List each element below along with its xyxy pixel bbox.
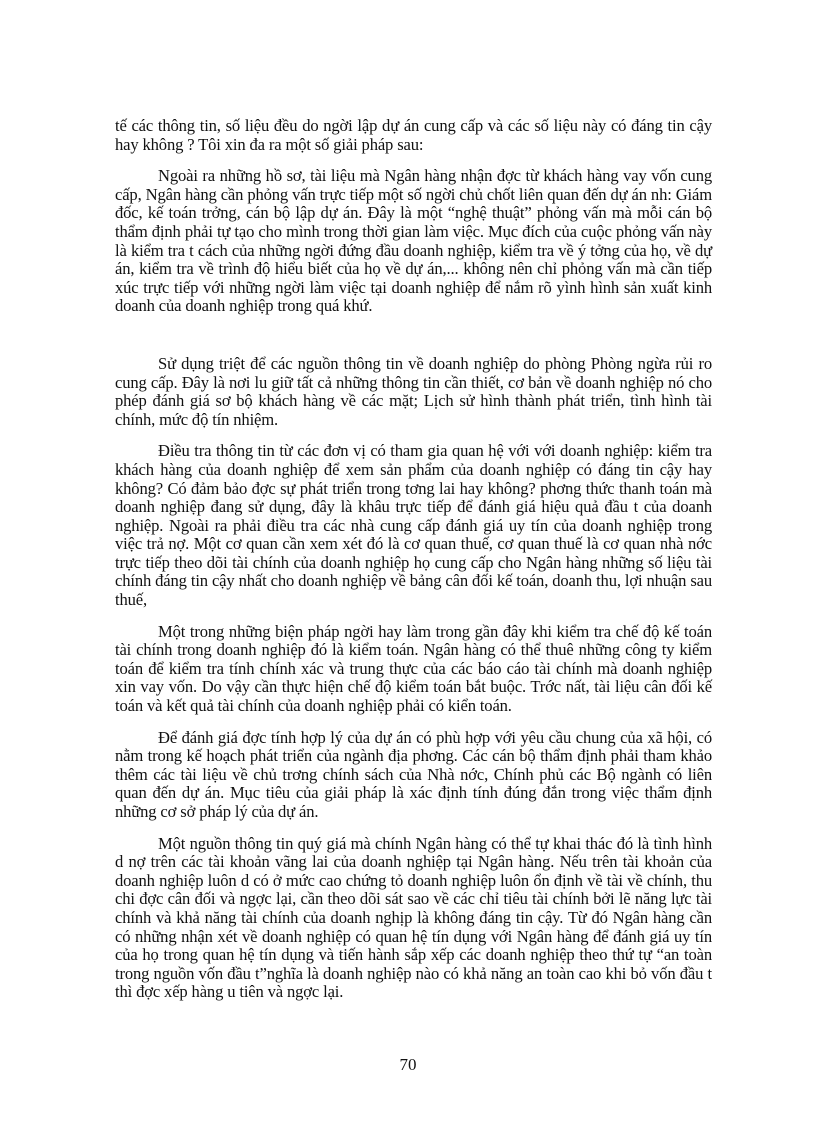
- paragraph-audit: Một trong những biện pháp ngời hay làm trong gần đây khi kiểm tra chế độ kế toán tài chính trong doanh nghiệp đó là kiểm toán. Ngân hàng có thể thuê những công ty kiểm toán để kiểm tra tính chính xác và trung thực của các báo cáo tài chính mà doanh nghiệp xin vay vốn. Do vậy cần thực hiện chế độ kiểm toán bắt buộc. Trớc nất, tài liệu cân đối kế toán và kết quả tài chính của doanh nghiệp phải có kiển toán.: [115, 621, 712, 716]
- paragraph-investigation: Điều tra thông tin từ các đơn vị có tham gia quan hệ với với doanh nghiệp: kiểm tra khách hàng của doanh nghiệp để xem sản phẩm của doanh nghiệp có đáng tin cậy hay không? Có đảm bảo đợc sự phát triển trong tơng lai hay không? phơng thức thanh toán mà doanh nghiệp đang sử dụng, đây là khâu trực tiếp để đánh giá hiệu quả đầu t của doanh nghiệp. Ngoài ra phải điều tra các nhà cung cấp đánh giá uy tín của doanh nghiệp trong việc trả nợ. Một cơ quan cần xem xét đó là cơ quan thuế, cơ quan thuế là cơ quan nhà nớc trực tiếp theo dõi tài chính của doanh nghiệp họ cung cấp cho Ngân hàng những số liệu tài chính đáng tin cậy nhất cho doanh nghiệp về bảng cân đối kế toán, doanh thu, lợi nhuận sau thuế,: [115, 441, 712, 610]
- paragraph-risk-info: Sử dụng triệt để các nguồn thông tin về doanh nghiệp do phòng Phòng ngừa rủi ro cung cấp. Đây là nơi lu giữ tất cả những thông tin cần thiết, cơ bản về doanh nghiệp nó cho phép đánh giá sơ bộ khách hàng về các mặt; Lịch sử hình thành phát triển, tình hình tài chính, mức độ tín nhiệm.: [115, 353, 712, 429]
- paragraph-intro: tế các thông tin, số liệu đều do ngời lập dự án cung cấp và các số liệu này có đáng tin cậy hay không ? Tôi xin đa ra một số giải pháp sau:: [115, 116, 712, 154]
- paragraph-interview: Ngoài ra những hồ sơ, tài liệu mà Ngân hàng nhận đợc từ khách hàng vay vốn cung cấp, Ngân hàng cần phỏng vấn trực tiếp một số ngời chủ chốt liên quan đến dự án nh: Giám đốc, kế toán trởng, cán bộ lập dự án. Đây là một “nghệ thuật” phỏng vấn mà mỗi cán bộ thẩm định phải tự tạo cho mình trong thời gian làm việc. Mục đích của cuộc phỏng vấn này là kiểm tra t cách của những ngời đứng đầu doanh nghiệp, kiểm tra về ý tởng của họ, về dự án, kiểm tra về trình độ hiểu biết của họ về dự án,... không nên chỉ phỏng vấn mà cần tiếp xúc trực tiếp với những ngời làm việc tại doanh nghiệp để nắm rõ yình hình sản xuất kinh doanh của doanh nghiệp trong quá khứ.: [115, 166, 712, 316]
- document-page: [115, 117, 712, 1015]
- paragraph-legal-basis: Để đánh giá đợc tính hợp lý của dự án có phù hợp với yêu cầu chung của xã hội, có nằm trong kế hoạch phát triển của ngành địa phơng. Các cán bộ thẩm định phải tham khảo thêm các tài liệu về chủ trơng chính sách của Nhà nớc, Chính phủ các Bộ ngành có liên quan đến dự án. Mục tiêu của giải pháp là xác định tính đúng đắn trong việc thẩm định những cơ sở pháp lý của dự án.: [115, 727, 712, 821]
- section-gap: [115, 329, 712, 355]
- paragraph-account-info: Một nguồn thông tin quý giá mà chính Ngân hàng có thể tự khai thác đó là tình hình d nợ trên các tài khoản vãng lai của doanh nghiệp tại Ngân hàng. Nếu trên tài khoản của doanh nghiệp luôn d có ở mức cao chứng tỏ doanh nghiệp luôn ổn định về tài về chính, thu chi đợc cân đối và ngợc lại, cần theo dõi sát sao về các chỉ tiêu tài chính bởi lẽ năng lực tài chính và khả năng tài chính của doanh nghịp là không đáng tin cậy. Từ đó Ngân hàng cần có những nhận xét về doanh nghiệp có quan hệ tín dụng với Ngân hàng để đánh giá uy tín của họ trong quan hệ tín dụng và tiến hành sắp xếp các doanh nghiệp theo thứ tự “an toàn trong nguồn vốn đầu t”nghĩa là doanh nghiệp nào có khả năng an toàn cao khi bỏ vốn đầu t thì đợc xếp hàng u tiên và ngợc lại.: [115, 833, 712, 1002]
- page-number: 70: [399, 1055, 417, 1074]
